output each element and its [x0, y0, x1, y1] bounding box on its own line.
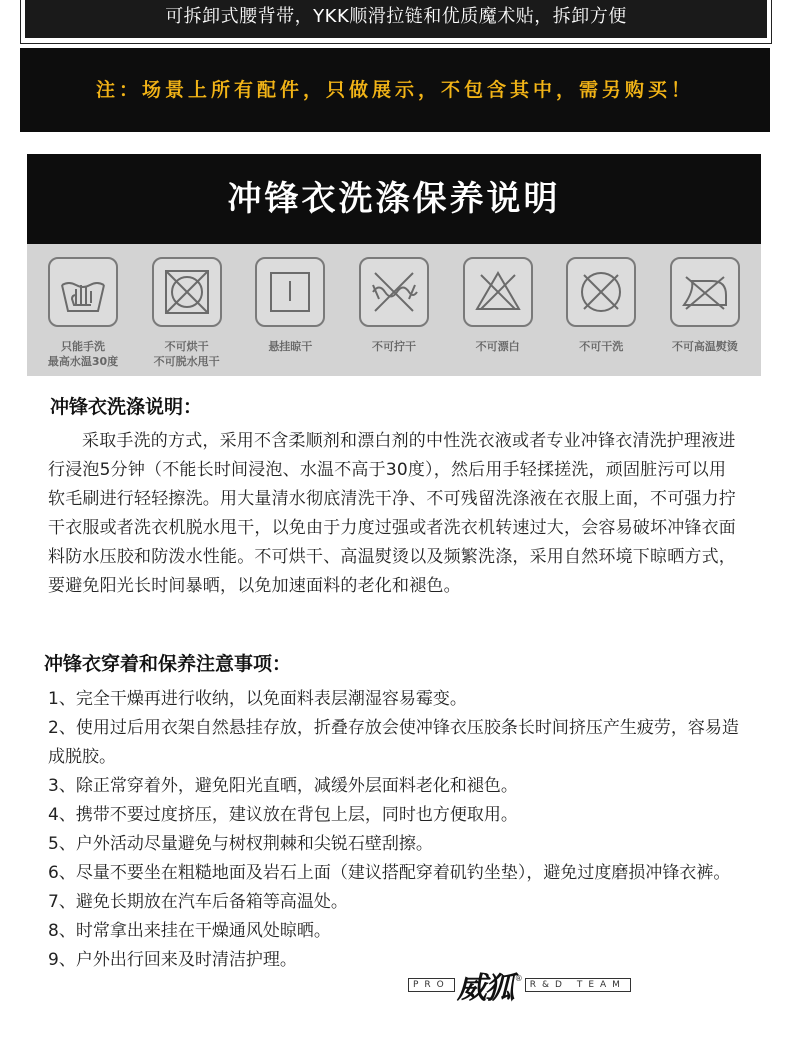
no-bleach-icon — [471, 265, 525, 319]
top-banner-text: 可拆卸式腰背带，YKK顺滑拉链和优质魔术贴，拆卸方便 — [25, 0, 767, 38]
tip-item: 1、完全干燥再进行收纳，以免面料表层潮湿容易霉变。 — [48, 689, 467, 709]
logo-team-text: R&D TEAM — [525, 978, 631, 992]
care-icon-no-iron — [655, 244, 755, 376]
care-label-line2: 不可脱水甩干 — [153, 355, 220, 368]
care-label-line1: 不可干洗 — [579, 340, 624, 353]
care-label-line1: 只能手洗 — [61, 340, 105, 353]
care-icon-hang-dry — [240, 244, 340, 376]
logo-brand-mark: 威狐 — [456, 971, 513, 1006]
care-label-line1: 不可高温熨烫 — [671, 340, 738, 353]
care-label-line2: 最高水温30度 — [47, 355, 119, 368]
brand-logo — [408, 968, 738, 1006]
care-icon-no-wring — [344, 244, 444, 376]
hand-wash-icon — [56, 265, 110, 319]
no-dry-clean-icon — [574, 265, 628, 319]
care-label-line1: 悬挂晾干 — [268, 340, 313, 353]
tip-item: 5、户外活动尽量避免与树杈荆棘和尖锐石壁刮擦。 — [48, 834, 433, 854]
notice-banner: 注：场景上所有配件，只做展示，不包含其中，需另购买！ — [20, 48, 770, 132]
care-label-line1: 不可漂白 — [475, 340, 520, 353]
care-icon-no-tumble-dry — [137, 244, 237, 376]
tip-item: 2、使用过后用衣架自然悬挂存放，折叠存放会使冲锋衣压胶条长时间挤压产生疲劳，容易造成脱胶。 — [48, 718, 739, 767]
no-wring-icon — [367, 265, 421, 319]
top-banner — [20, 0, 772, 44]
tip-item: 8、时常拿出来挂在干燥通风处晾晒。 — [48, 921, 331, 941]
wash-section-heading: 冲锋衣洗涤说明： — [50, 396, 203, 418]
registered-mark: ® — [514, 974, 523, 983]
tips-section-heading: 冲锋衣穿着和保养注意事项： — [44, 653, 292, 675]
care-icon-strip — [27, 244, 761, 376]
care-title: 冲锋衣洗涤保养说明 — [27, 154, 761, 244]
tip-item: 9、户外出行回来及时清洁护理。 — [48, 950, 297, 970]
no-tumble-dry-icon — [160, 265, 214, 319]
care-label-line1: 不可拧干 — [371, 340, 416, 353]
hang-dry-icon — [263, 265, 317, 319]
wash-section-body: 采取手洗的方式，采用不含柔顺剂和漂白剂的中性洗衣液或者专业冲锋衣清洗护理液进行浸泡5分钟（不能长时间浸泡、水温不高于30度），然后用手轻揉搓洗，顽固脏污可以用软毛刷进行轻轻擦洗。用大量清水彻底清洗干净、不可残留洗涤液在衣服上面，不可强力拧干衣服或者洗衣机脱水甩干，以免由于力度过强或者洗衣机转速过大，会容易破坏冲锋衣面料防水压胶和防泼水性能。不可烘干、高温熨烫以及频繁洗涤，采用自然环境下晾晒方式，要避免阳光长时间暴晒，以免加速面料的老化和褪色。 — [48, 431, 736, 596]
tip-item: 3、除正常穿着外，避免阳光直晒，减缓外层面料老化和褪色。 — [48, 776, 518, 796]
care-label-line1: 不可烘干 — [164, 340, 209, 353]
logo-pro-text: PRO — [408, 978, 455, 992]
care-icon-hand-wash — [33, 244, 133, 376]
tip-item: 4、携带不要过度挤压，建议放在背包上层，同时也方便取用。 — [48, 805, 518, 825]
tip-item: 7、避免长期放在汽车后备箱等高温处。 — [48, 892, 348, 912]
care-icon-no-bleach — [448, 244, 548, 376]
care-icon-no-dry-clean — [551, 244, 651, 376]
tips-list — [48, 685, 748, 975]
no-iron-icon — [678, 265, 732, 319]
tip-item: 6、尽量不要坐在粗糙地面及岩石上面（建议搭配穿着矶钓坐垫），避免过度磨损冲锋衣裤。 — [48, 863, 731, 883]
